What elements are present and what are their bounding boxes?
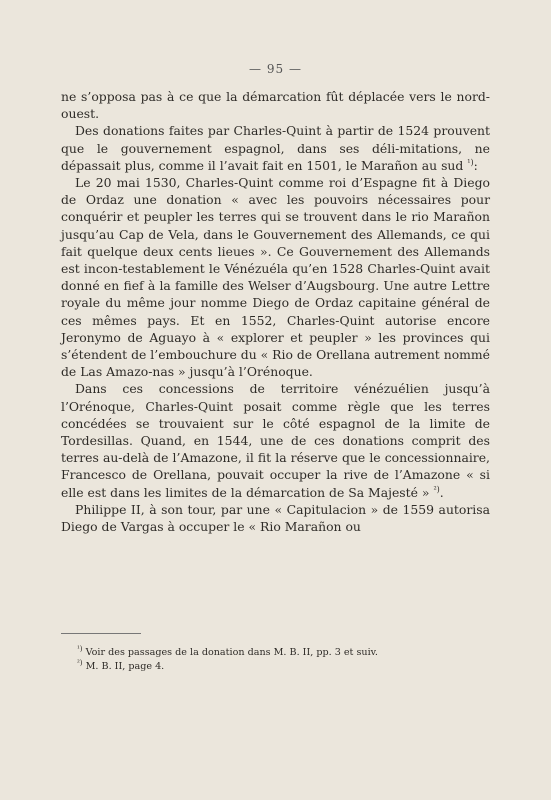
footnote-reference: ¹): [467, 157, 474, 167]
footnote: [61, 660, 490, 674]
footnote-mark: ²): [77, 658, 83, 667]
paragraph-text: Philippe II, à son tour, par une « Capitulacion » de 1559 autorisa Diego de Vargas à occuper le « Rio Marañon ou: [61, 501, 490, 535]
paragraph: [61, 122, 490, 174]
paragraph: [61, 174, 490, 380]
footnote-reference: ²): [433, 484, 440, 494]
footnote-text: Voir des passages de la donation dans M. B. II, pp. 3 et suiv.: [82, 647, 378, 658]
paragraph-text: Le 20 mai 1530, Charles-Quint comme roi d’Espagne fit à Diego de Ordaz une donation « avec les pouvoirs nécessaires pour conquérir et peupler les terres qui se trouvent dans le rio Marañon jusqu’au Cap de Vela, dans le Gouvernement des Allemands, ce qui fait quelque deux cents lieues ». Ce Gouvernement des Allemands est incon-testablement le Vénézuéla qu’en 1528 Charles-Quint avait donné en fief à la famille des Welser d’Augsbourg. Une autre Lettre royale du même jour nomme Diego de Ordaz capitaine général de ces mêmes pays. Et en 1552, Charles-Quint autorise encore Jeronymo de Aguayo à « explorer et peupler » les provinces qui s’étendent de l’embouchure du « Rio de Orellana autrement nommé de Las Amazo-nas » jusqu’à l’Orénoque.: [61, 175, 490, 380]
paragraph-text: .: [439, 484, 444, 500]
paragraph-text: Dans ces concessions de territoire vénézuélien jusqu’à l’Orénoque, Charles-Quint posait comme règle que les terres concédées se trouvaient sur le côté espagnol de la limite de Tordesillas. Quand, en 1544, une de ces donations comprit des terres au-delà de l’Amazone, il fit la réserve que le concessionnaire, Francesco de Orellana, pouvait occuper la rive de l’Amazone « si elle est dans les limites de la démarcation de Sa Majesté »: [61, 381, 490, 500]
paragraph: [61, 88, 490, 122]
footnote-text: M. B. II, page 4.: [82, 661, 165, 672]
paragraph: [61, 501, 490, 535]
page-number: — 95 —: [249, 62, 302, 76]
paragraph: [61, 380, 490, 500]
footnotes: [61, 646, 490, 674]
paragraph-text: Des donations faites par Charles-Quint à partir de 1524 prouvent que le gouvernement espagnol, dans ses déli-mitations, ne dépassait plus, comme il l’avait fait en 1501, le Marañon au sud: [61, 123, 490, 173]
body-text: [61, 88, 490, 535]
footnote-mark: ¹): [77, 644, 83, 653]
paragraph-text: :: [473, 157, 478, 173]
paragraph-text: ne s’opposa pas à ce que la démarcation fût déplacée vers le nord-ouest.: [61, 89, 490, 122]
footnote: [61, 646, 490, 660]
footnote-separator: [61, 633, 141, 634]
